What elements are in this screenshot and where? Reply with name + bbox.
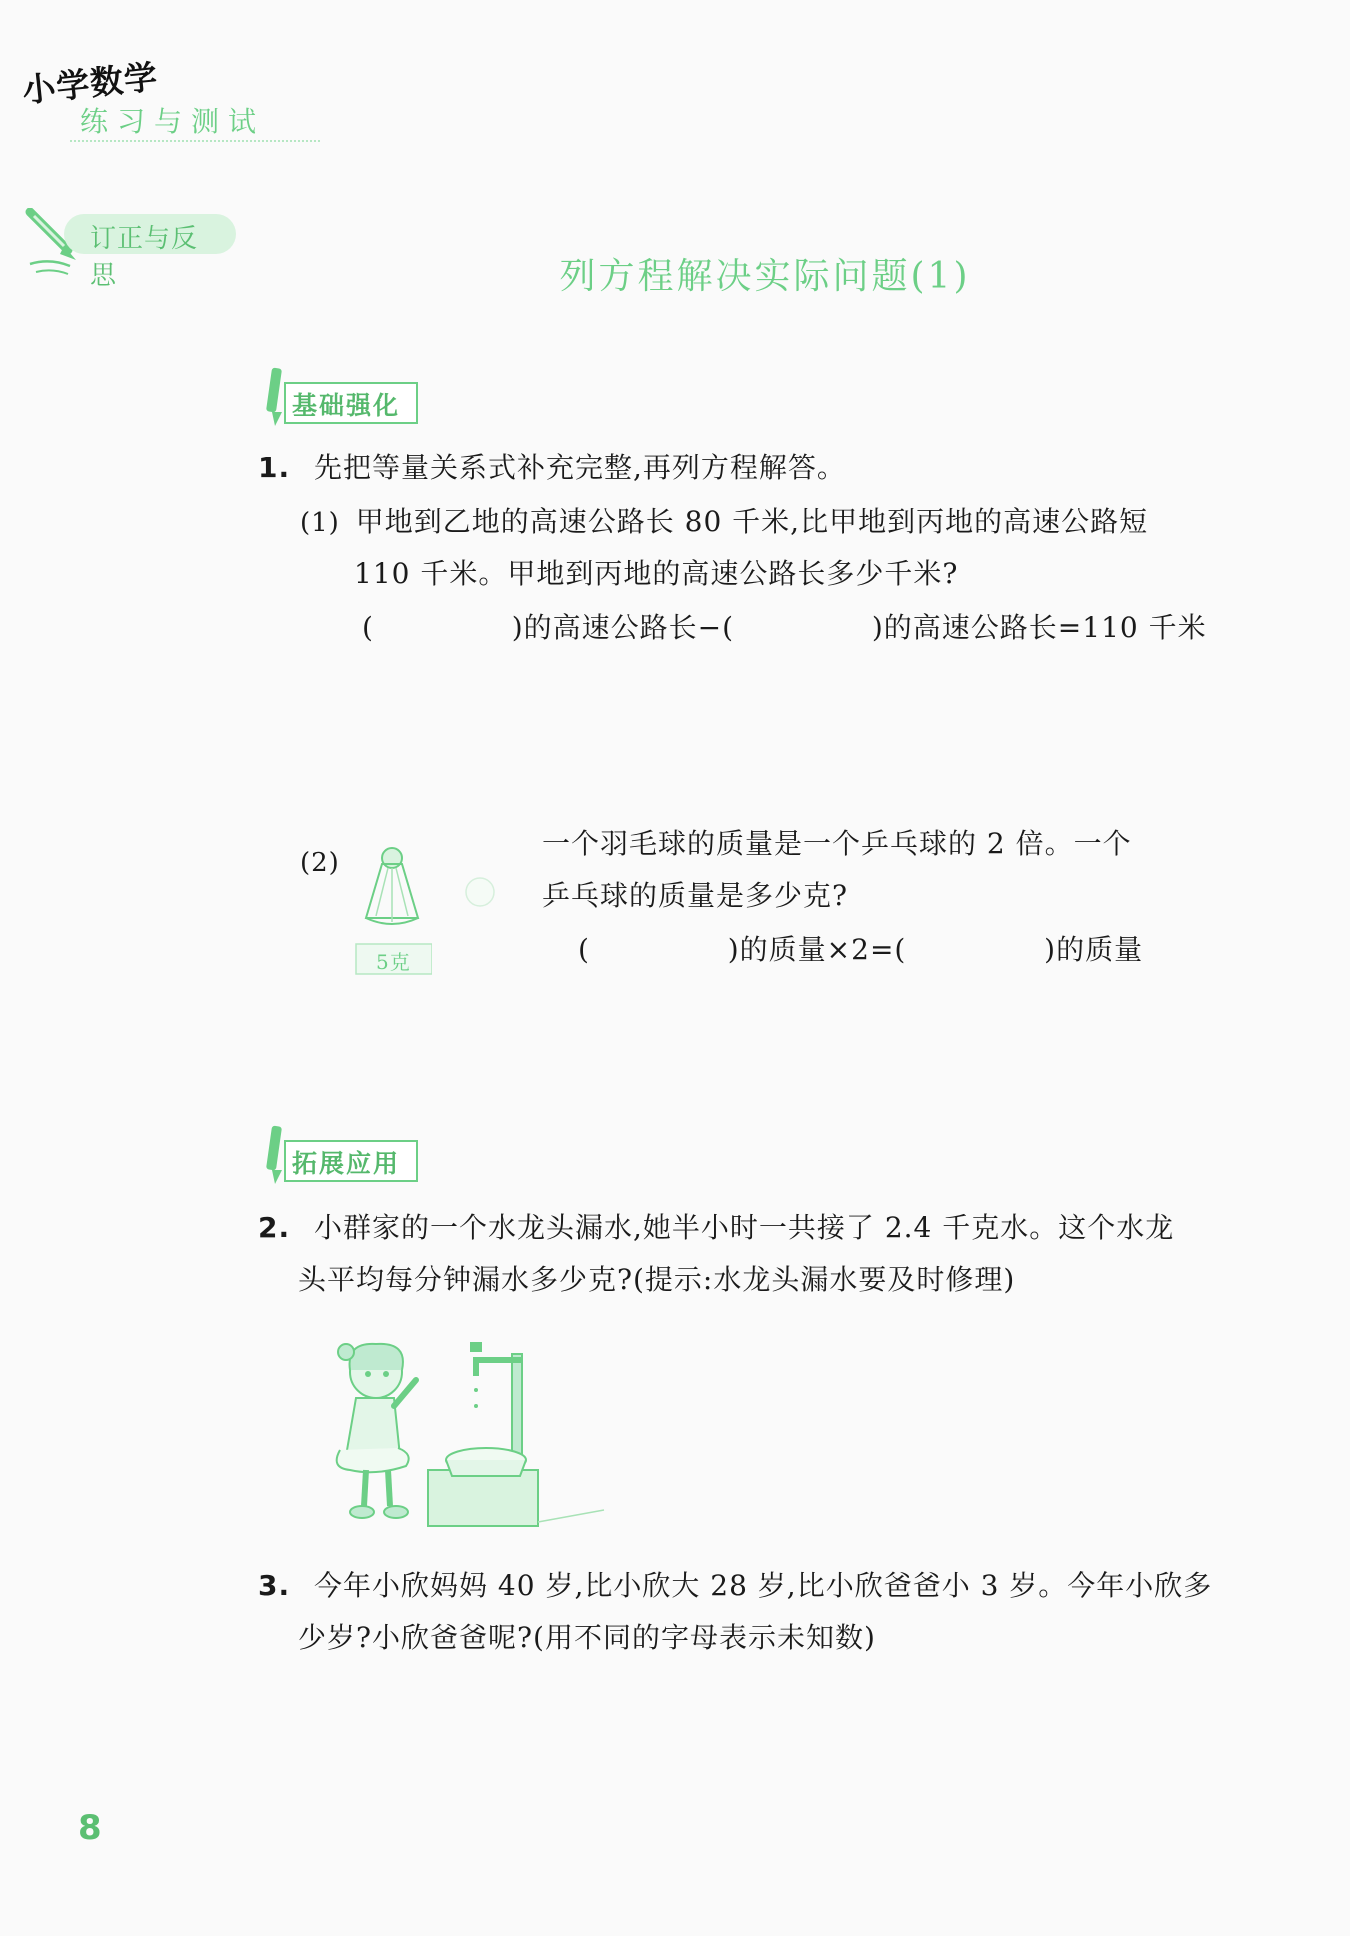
brand-title: 小学数学 [20, 56, 160, 110]
sub-question-number: (2) [300, 848, 340, 878]
girl-and-faucet-illustration [316, 1330, 606, 1530]
question-1-part-1-line-2: 110 千米。甲地到丙地的高速公路长多少千米? [354, 557, 959, 590]
header-divider [70, 140, 320, 142]
question-text: 今年小欣妈妈 40 岁,比小欣大 28 岁,比小欣爸爸小 3 岁。今年小欣多 [314, 1569, 1213, 1602]
sidebar-label-text: 订正与反思 [90, 224, 199, 291]
equation-bracket-open: ( [578, 933, 590, 966]
ping-pong-ball-illustration [462, 874, 498, 910]
question-1-part-2-line-1: 一个羽毛球的质量是一个乒乓球的 2 倍。一个 [542, 827, 1132, 860]
question-text: 先把等量关系式补充完整,再列方程解答。 [314, 451, 846, 484]
question-3-line-2: 少岁?小欣爸爸呢?(用不同的字母表示未知数) [298, 1621, 876, 1654]
question-number: 3. [258, 1569, 291, 1602]
question-3-line-1 [258, 1564, 1212, 1604]
brand-subtitle: 练习与测试 [80, 105, 266, 138]
section-header-basics [264, 380, 434, 426]
shuttlecock-weight-label: 5克 [376, 950, 411, 974]
sub-question-number: (1) [300, 508, 340, 538]
section-header-extension [264, 1138, 434, 1184]
equation-text: )的质量×2=( [727, 933, 907, 966]
question-2-line-2: 头平均每分钟漏水多少克?(提示:水龙头漏水要及时修理) [298, 1263, 1016, 1296]
question-1-part-2-line-2: 乒乓球的质量是多少克? [542, 879, 849, 912]
equation-text: )的高速公路长=110 千米 [871, 611, 1207, 644]
question-1-part-1-line-1 [300, 500, 1148, 540]
equation-text: )的质量 [1044, 933, 1144, 966]
question-1-prompt [258, 446, 846, 486]
page-number: 8 [78, 1808, 102, 1848]
equation-text: )的高速公路长−( [511, 611, 735, 644]
equation-blank-line-2 [578, 928, 1143, 968]
section-header-label: 基础强化 [292, 391, 401, 420]
equation-blank-line-1 [362, 606, 1207, 646]
question-text: 小群家的一个水龙头漏水,她半小时一共接了 2.4 千克水。这个水龙 [314, 1211, 1175, 1244]
section-header-label: 拓展应用 [292, 1149, 401, 1178]
question-number: 2. [258, 1211, 291, 1244]
page-title: 列方程解决实际问题(1) [559, 256, 971, 297]
question-number: 1. [258, 451, 291, 484]
equation-bracket-open: ( [362, 611, 374, 644]
question-2-line-1 [258, 1206, 1174, 1246]
question-text: 甲地到乙地的高速公路长 80 千米,比甲地到丙地的高速公路短 [355, 505, 1149, 538]
